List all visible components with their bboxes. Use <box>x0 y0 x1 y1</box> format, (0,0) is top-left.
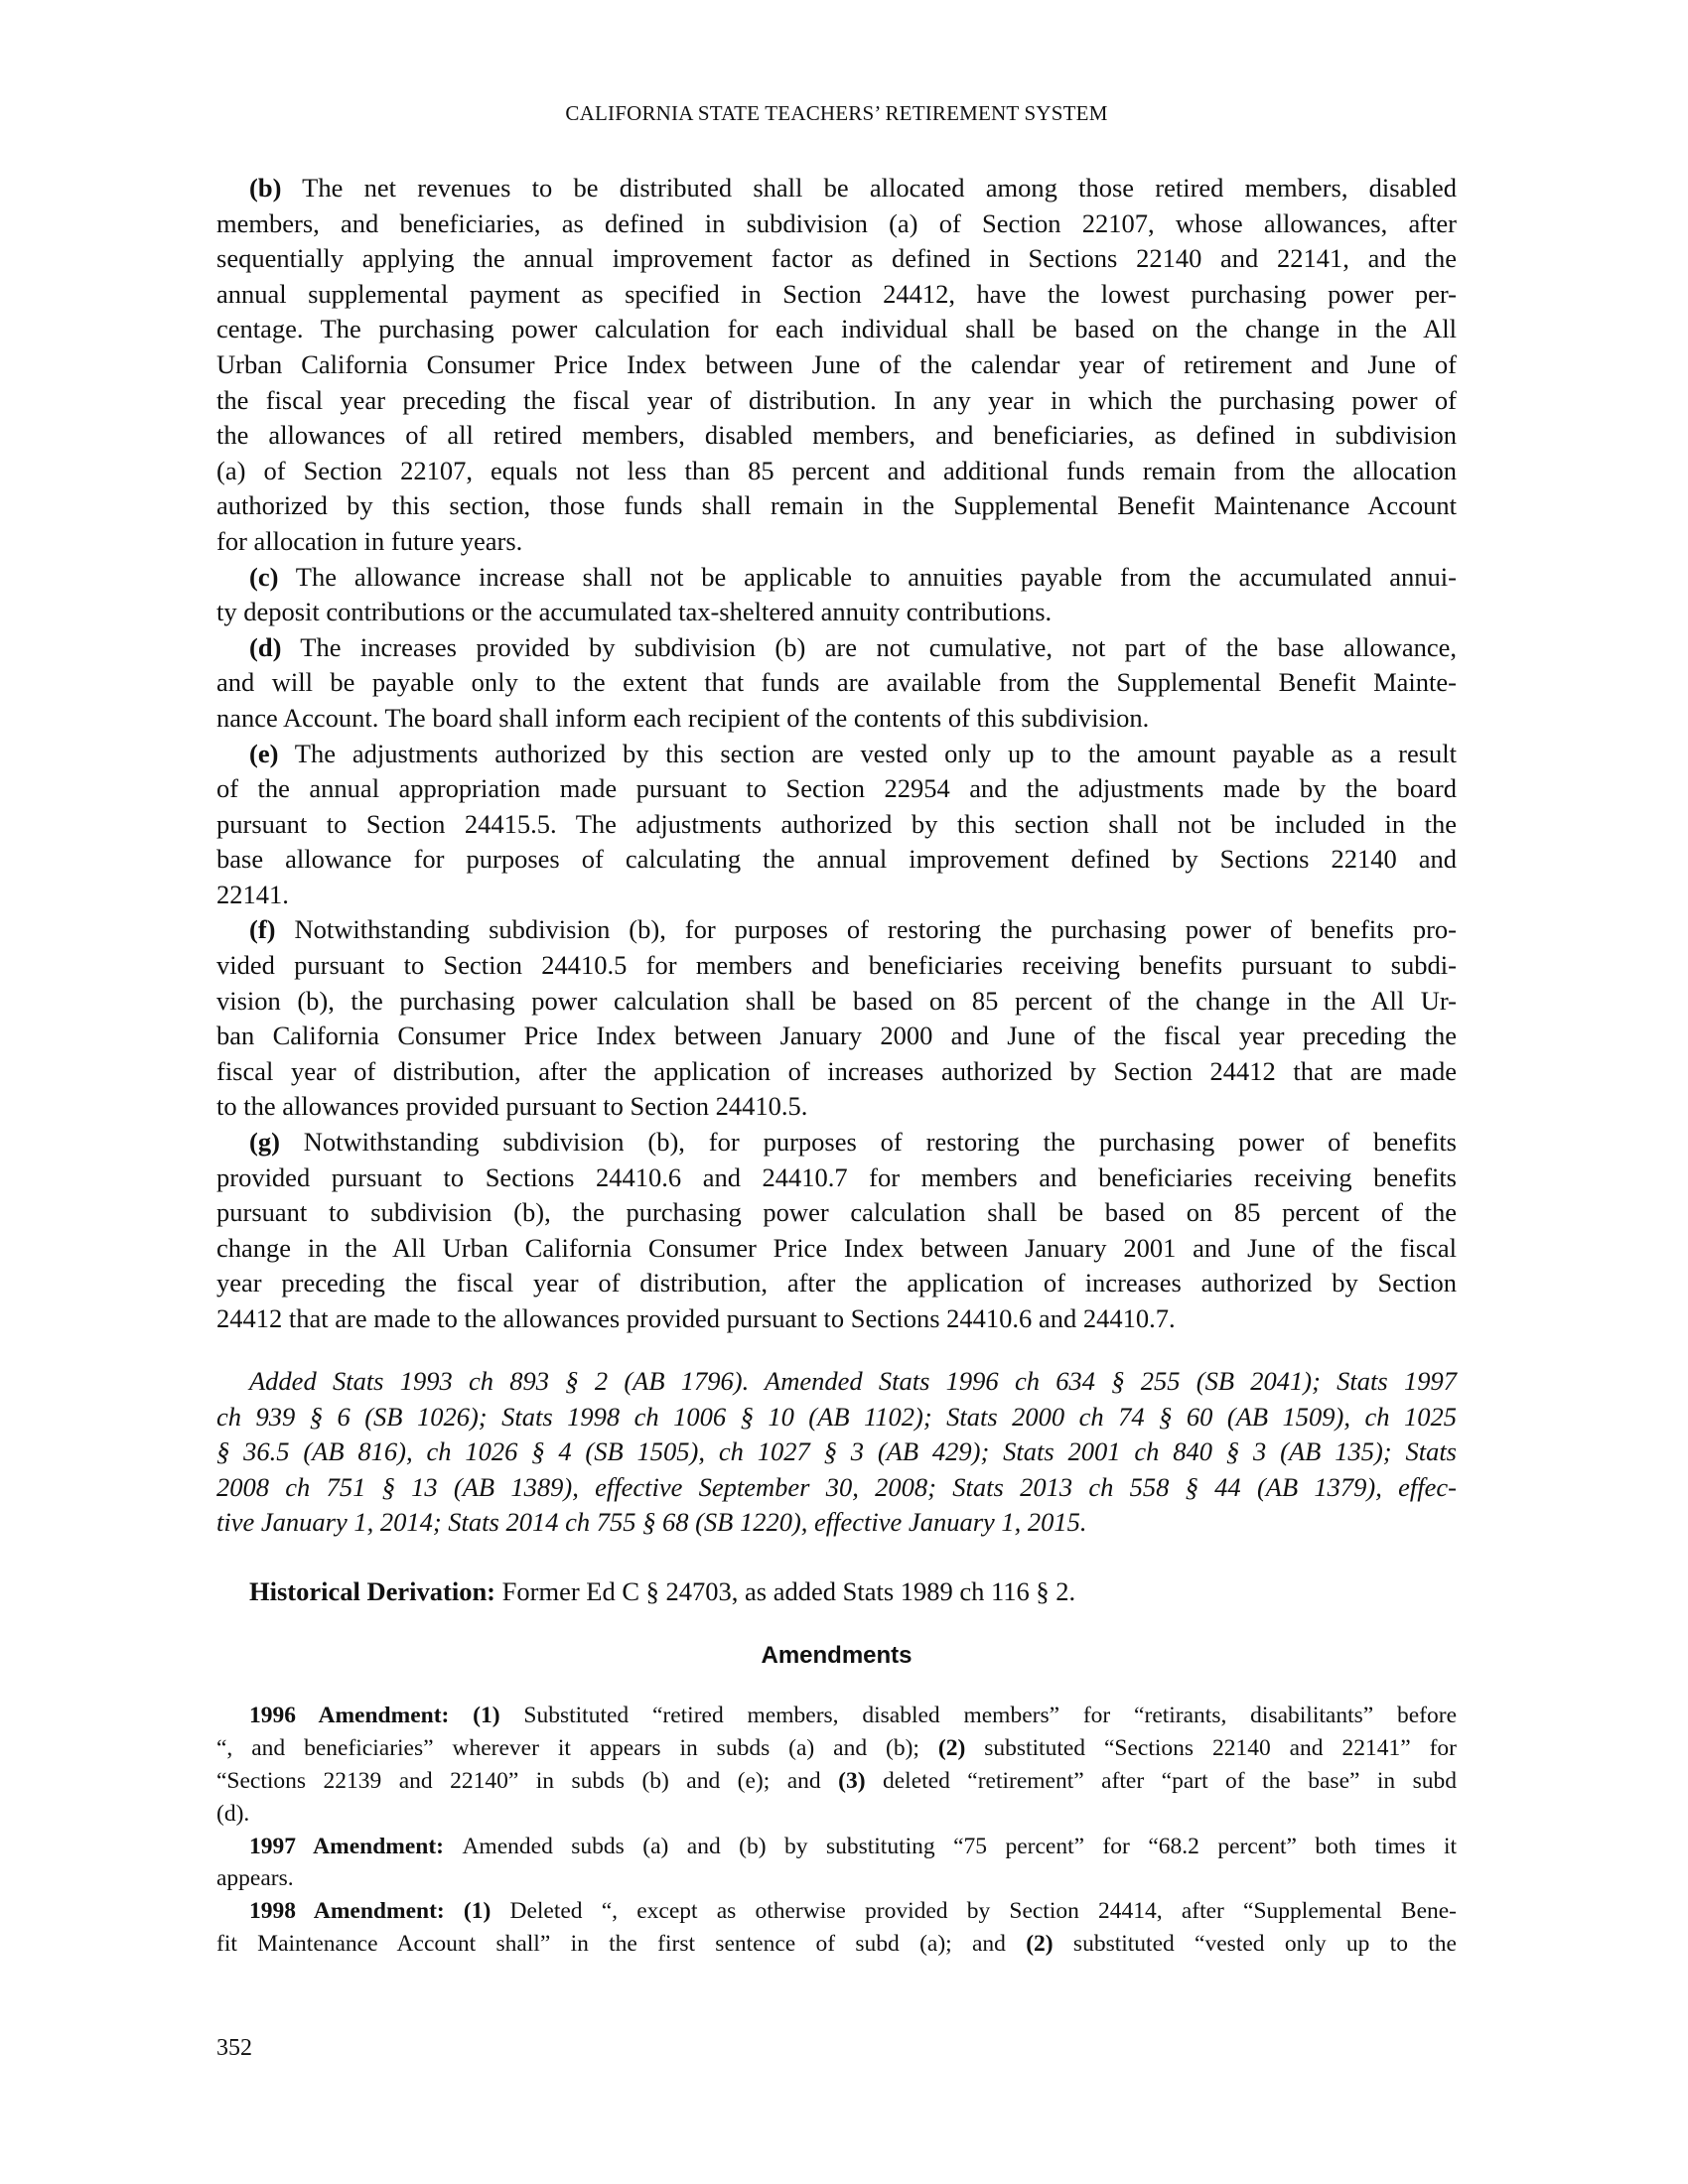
text-line-content: (a) of Section 22107, equals not less than 85 percent and additional funds remain from the allocation <box>216 455 1457 485</box>
amendment-line <box>216 1700 1457 1732</box>
text-line-content: members, and beneficiaries, as defined in subdivision (a) of Section 22107, whose allowances, after <box>216 207 1457 238</box>
subdivision-label: (g) <box>249 1127 280 1158</box>
derivation-label: Historical Derivation: <box>249 1576 496 1606</box>
amendment-text: Amended subds (a) and (b) by substituting “75 percent” for “68.2 percent” both times it <box>462 1833 1458 1859</box>
text-line-content: 24412 that are made to the allowances provided pursuant to Sections 24410.6 and 24410.7. <box>216 1303 1176 1333</box>
history-line: Added Stats 1993 ch 893 § 2 (AB 1796). Amended Stats 1996 ch 634 § 255 (SB 2041); Stats 1997 <box>249 1366 1457 1396</box>
text-line <box>216 206 1457 242</box>
amendment-bold-text: (1) <box>463 1898 492 1925</box>
text-line-content: the fiscal year preceding the fiscal year of distribution. In any year in which the purchasing power of <box>216 384 1457 415</box>
amendment-text: “Sections 22139 and 22140” in subds (b) and (e); and <box>216 1767 839 1794</box>
text-line <box>216 771 1457 807</box>
text-line-content: base allowance for purposes of calculating the annual improvement defined by Sections 22140 and <box>216 844 1457 875</box>
subdivision-e <box>216 737 1457 913</box>
amendment-bold-text: (3) <box>838 1767 866 1794</box>
text-line-content: nance Account. The board shall inform each recipient of the contents of this subdivision. <box>216 702 1150 733</box>
amendment-text: appears. <box>216 1865 294 1892</box>
subdivision-c <box>216 560 1457 630</box>
text-line <box>216 347 1457 383</box>
amendment-text: fit Maintenance Account shall” in the first sentence of subd (a); and <box>216 1931 1027 1958</box>
amendment-line <box>216 1862 1457 1895</box>
text-line <box>216 1231 1457 1267</box>
text-line-content: provided pursuant to Sections 24410.6 and 24410.7 for members and beneficiaries receiving benefits <box>216 1161 1457 1192</box>
text-line-content: pursuant to subdivision (b), the purchasing power calculation shall be based on 85 percent of the <box>216 1197 1457 1228</box>
text-line <box>216 665 1457 701</box>
amendment-text: Substituted “retired members, disabled members” for “retirants, disabilitants” before <box>499 1703 1457 1728</box>
amendment-line <box>216 1732 1457 1765</box>
text-line <box>216 701 1457 737</box>
text-line <box>216 277 1457 313</box>
text-line <box>216 948 1457 984</box>
text-line <box>216 560 1457 596</box>
subdivision-d <box>216 630 1457 737</box>
subdivision-label: (b) <box>249 173 282 203</box>
subdivision-g <box>216 1125 1457 1337</box>
amendment-bold-text: (2) <box>1026 1931 1054 1958</box>
text-line <box>216 1266 1457 1301</box>
text-line <box>216 383 1457 419</box>
subdivision-label: (f) <box>249 914 276 945</box>
amendment-text: deleted “retirement” after “part of the base” in subd <box>865 1767 1458 1794</box>
statute-subdivisions <box>216 171 1457 1337</box>
text-line <box>216 737 1457 772</box>
text-line-content: vision (b), the purchasing power calculation shall be based on 85 percent of the change in the All Ur- <box>216 985 1457 1016</box>
text-line <box>216 912 1457 948</box>
text-line-content: The allowance increase shall not be applicable to annuities payable from the accumulated annui- <box>295 561 1457 592</box>
text-line-content: the allowances of all retired members, disabled members, and beneficiaries, as defined in subdivision <box>216 420 1457 451</box>
subdivision-label: (e) <box>249 738 279 768</box>
text-line-content: pursuant to Section 24415.5. The adjustments authorized by this section shall not be included in the <box>216 808 1457 839</box>
text-line-content: The net revenues to be distributed shall be allocated among those retired members, disabled <box>302 173 1457 203</box>
text-line-content: Notwithstanding subdivision (b), for purposes of restoring the purchasing power of benefits pro- <box>294 914 1457 945</box>
text-line <box>216 630 1457 666</box>
text-line-content: annual supplemental payment as specified in Section 24412, have the lowest purchasing power per- <box>216 278 1457 309</box>
text-line-content: and will be payable only to the extent that funds are available from the Supplemental Benefit Mainte- <box>216 667 1457 698</box>
text-line-content: The increases provided by subdivision (b) are not cumulative, not part of the base allowance, <box>300 631 1457 662</box>
amendment-text: Deleted “, except as otherwise provided by Section 24414, after “Supplemental Bene- <box>491 1898 1458 1925</box>
amendment-line <box>216 1928 1457 1961</box>
text-line <box>216 418 1457 454</box>
amendment-text: “, and beneficiaries” wherever it appears in subds (a) and (b); <box>216 1734 938 1761</box>
text-line-content: The adjustments authorized by this section are vested only up to the amount payable as a result <box>294 738 1457 768</box>
text-line-content: year preceding the fiscal year of distribution, after the application of increases authorized by Section <box>216 1268 1457 1298</box>
text-line <box>216 842 1457 878</box>
amendment-bold-text: 1997 Amendment: <box>249 1833 463 1859</box>
amendments-heading: Amendments <box>761 1642 913 1669</box>
text-line-content: ty deposit contributions or the accumulated tax-sheltered annuity contributions. <box>216 597 1053 627</box>
text-line-content: of the annual appropriation made pursuant to Section 22954 and the adjustments made by the board <box>216 773 1457 804</box>
text-line <box>216 312 1457 347</box>
text-line <box>216 1089 1457 1125</box>
text-line <box>216 1125 1457 1160</box>
history-line: § 36.5 (AB 816), ch 1026 § 4 (SB 1505), ch 1027 § 3 (AB 429); Stats 2001 ch 840 § 3 (AB 135); Stats <box>216 1436 1457 1467</box>
history-line: ch 939 § 6 (SB 1026); Stats 1998 ch 1006 § 10 (AB 1102); Stats 2000 ch 74 § 60 (AB 1509), ch 1025 <box>216 1401 1457 1432</box>
text-line <box>216 984 1457 1020</box>
subdivision-f <box>216 912 1457 1125</box>
text-line-content: Notwithstanding subdivision (b), for purposes of restoring the purchasing power of benefits <box>303 1127 1457 1158</box>
amendment-line <box>216 1798 1457 1831</box>
text-line <box>216 1019 1457 1054</box>
text-line <box>216 595 1457 630</box>
text-line-content: centage. The purchasing power calculation for each individual shall be based on the change in the All <box>216 314 1457 344</box>
text-line-content: vided pursuant to Section 24410.5 for members and beneficiaries receiving benefits pursuant to subdi- <box>216 950 1457 981</box>
amendment-bold-text: 1998 Amendment: <box>249 1898 464 1925</box>
text-line-content: 22141. <box>216 879 289 909</box>
subdivision-b <box>216 171 1457 560</box>
amendment-line <box>216 1895 1457 1928</box>
amendment-text: substituted “Sections 22140 and 22141” for <box>965 1734 1457 1761</box>
legislative-history <box>216 1364 1457 1541</box>
running-header: CALIFORNIA STATE TEACHERS’ RETIREMENT SYSTEM <box>565 101 1108 125</box>
history-line: tive January 1, 2014; Stats 2014 ch 755 § 68 (SB 1220), effective January 1, 2015. <box>216 1507 1087 1538</box>
text-line-content: sequentially applying the annual improvement factor as defined in Sections 22140 and 22141, and the <box>216 243 1457 274</box>
derivation-text: Former Ed C § 24703, as added Stats 1989 ch 116 § 2. <box>501 1576 1076 1606</box>
amendment-line <box>216 1831 1457 1863</box>
text-line-content: fiscal year of distribution, after the application of increases authorized by Section 24412 that are made <box>216 1055 1457 1086</box>
subdivision-label: (c) <box>249 561 279 592</box>
text-line <box>216 454 1457 489</box>
text-line <box>216 1160 1457 1196</box>
amendment-line <box>216 1765 1457 1798</box>
page-number: 352 <box>216 2035 252 2061</box>
text-line <box>216 241 1457 277</box>
amendment-bold-text: (1) <box>473 1703 500 1728</box>
amendment-text: substituted “vested only up to the <box>1053 1931 1457 1958</box>
text-line-content: to the allowances provided pursuant to Section 24410.5. <box>216 1091 808 1122</box>
history-line: 2008 ch 751 § 13 (AB 1389), effective September 30, 2008; Stats 2013 ch 558 § 44 (AB 1379), effec- <box>216 1471 1457 1502</box>
subdivision-label: (d) <box>249 631 282 662</box>
text-line <box>216 1195 1457 1231</box>
text-line-content: ban California Consumer Price Index between January 2000 and June of the fiscal year preceding the <box>216 1021 1457 1051</box>
text-line <box>216 488 1457 524</box>
text-line <box>216 1301 1457 1337</box>
text-line-content: change in the All Urban California Consumer Price Index between January 2001 and June of the fiscal <box>216 1232 1457 1263</box>
text-line <box>216 807 1457 843</box>
text-line-content: for allocation in future years. <box>216 525 523 556</box>
amendment-bold-text: 1996 Amendment: <box>249 1703 474 1728</box>
text-line <box>216 524 1457 560</box>
amendment-text: (d). <box>216 1800 250 1827</box>
text-line-content: Urban California Consumer Price Index between June of the calendar year of retirement and June of <box>216 348 1457 379</box>
amendments-notes <box>216 1700 1457 1961</box>
text-line <box>216 1054 1457 1090</box>
text-line <box>216 878 1457 913</box>
text-line <box>216 171 1457 206</box>
amendment-bold-text: (2) <box>937 1734 966 1761</box>
historical-derivation <box>216 1574 1457 1610</box>
text-line-content: authorized by this section, those funds shall remain in the Supplemental Benefit Maintenance Account <box>216 490 1457 521</box>
